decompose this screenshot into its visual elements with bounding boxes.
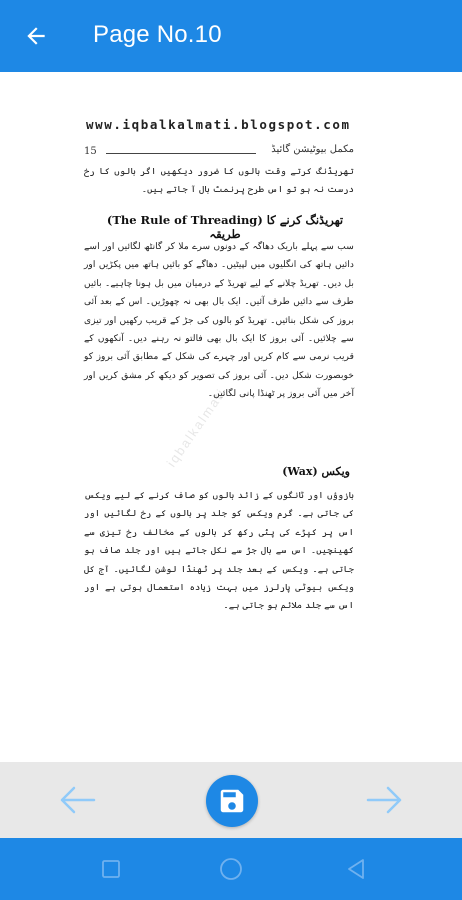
paragraph-3: بازوؤں اور ٹانگوں کے زائد بالوں کو صاف کرنے کے لیے ویکس کی جاتی ہے۔ گرم ویکس کو جلد پر بالوں کے رخ لگائیں اور اس پر کپڑے کی پٹی رکھ کر بالوں کے مخالف رخ تیزی سے کھینچیں۔ اس سے بال جڑ سے نکل جاتے ہیں اور جلد صاف ہو جاتی ہے۔ ویکس کے بعد جلد پر ٹھنڈا لوشن لگائیں۔ آج کل ویکس بیوٹی پارلرز میں بہت زیادہ استعمال ہوتی ہے اور اس سے جلد ملائم ہو جاتی ہے۔ [84,490,354,612]
app-bar [0,0,462,72]
arrow-left-icon [58,784,96,816]
page-title: Page No.10 [93,21,222,48]
square-recents-icon [98,856,124,882]
recents-button[interactable] [98,856,124,882]
header-rule [106,153,256,154]
section-heading-threading: (The Rule of Threading) تھریڈنگ کرنے کا طریقہ [106,213,344,241]
triangle-back-icon [343,856,369,882]
site-url-text: www.iqbalkalmati.blogspot.com [86,117,351,132]
chapter-title: مکمل بیوٹیشن گائیڈ [271,144,354,155]
watermark: iqbalkalmati [163,385,230,470]
page-number: 15 [84,146,97,157]
next-page-button[interactable] [366,784,404,816]
previous-page-button[interactable] [58,784,96,816]
system-nav-bar [0,838,462,900]
home-button[interactable] [218,856,244,882]
system-back-button[interactable] [343,856,369,882]
floppy-disk-icon [217,786,247,816]
back-button[interactable] [20,20,52,52]
arrow-back-icon [23,23,49,49]
arrow-right-icon [366,784,404,816]
page-header [84,146,354,160]
circle-home-icon [218,856,244,882]
paragraph-2: سب سے پہلے باریک دھاگہ کے دونوں سرے ملا کر گانٹھ لگائیں اور اسے دائیں ہاتھ کی انگلیوں میں لپیٹیں۔ دھاگے کو بائیں ہاتھ میں پکڑیں اور بل دیں۔ تھریڈ چلانے کے لیے تھریڈ کے درمیان میں بل ہونا چاہیے۔ بائیں طرف سے دائیں طرف آئیں۔ ایک بال بھی نہ چھوڑیں۔ اس کے بعد آئی بروز کی شکل بنائیں۔ تھریڈ کو بالوں کی جڑ کے قریب رکھیں اور تیزی سے چلائیں۔ آئی بروز کا ایک بال بھی فالتو نہ رہنے دیں۔ آنکھوں کے قریب نرمی سے کام کریں اور چہرے کی شکل کے مطابق آئی بروز کو خوبصورت شکل دیں۔ آئی بروز کی تصویر کو دیکھ کر مشق کریں اور آخر میں آئی بروز پر ٹھنڈا پانی لگائیں۔ [84,241,354,400]
section-heading-wax: (Wax) ویکس [282,465,350,478]
paragraph-1: تھریڈنگ کرتے وقت بالوں کا ضرور دیکھیں اگر بالوں کا رخ درست نہ ہو تو اس طرح پرنمٹ بال آ جاتے ہیں۔ [84,166,354,196]
save-button[interactable] [206,775,258,827]
page-controls [0,762,462,838]
